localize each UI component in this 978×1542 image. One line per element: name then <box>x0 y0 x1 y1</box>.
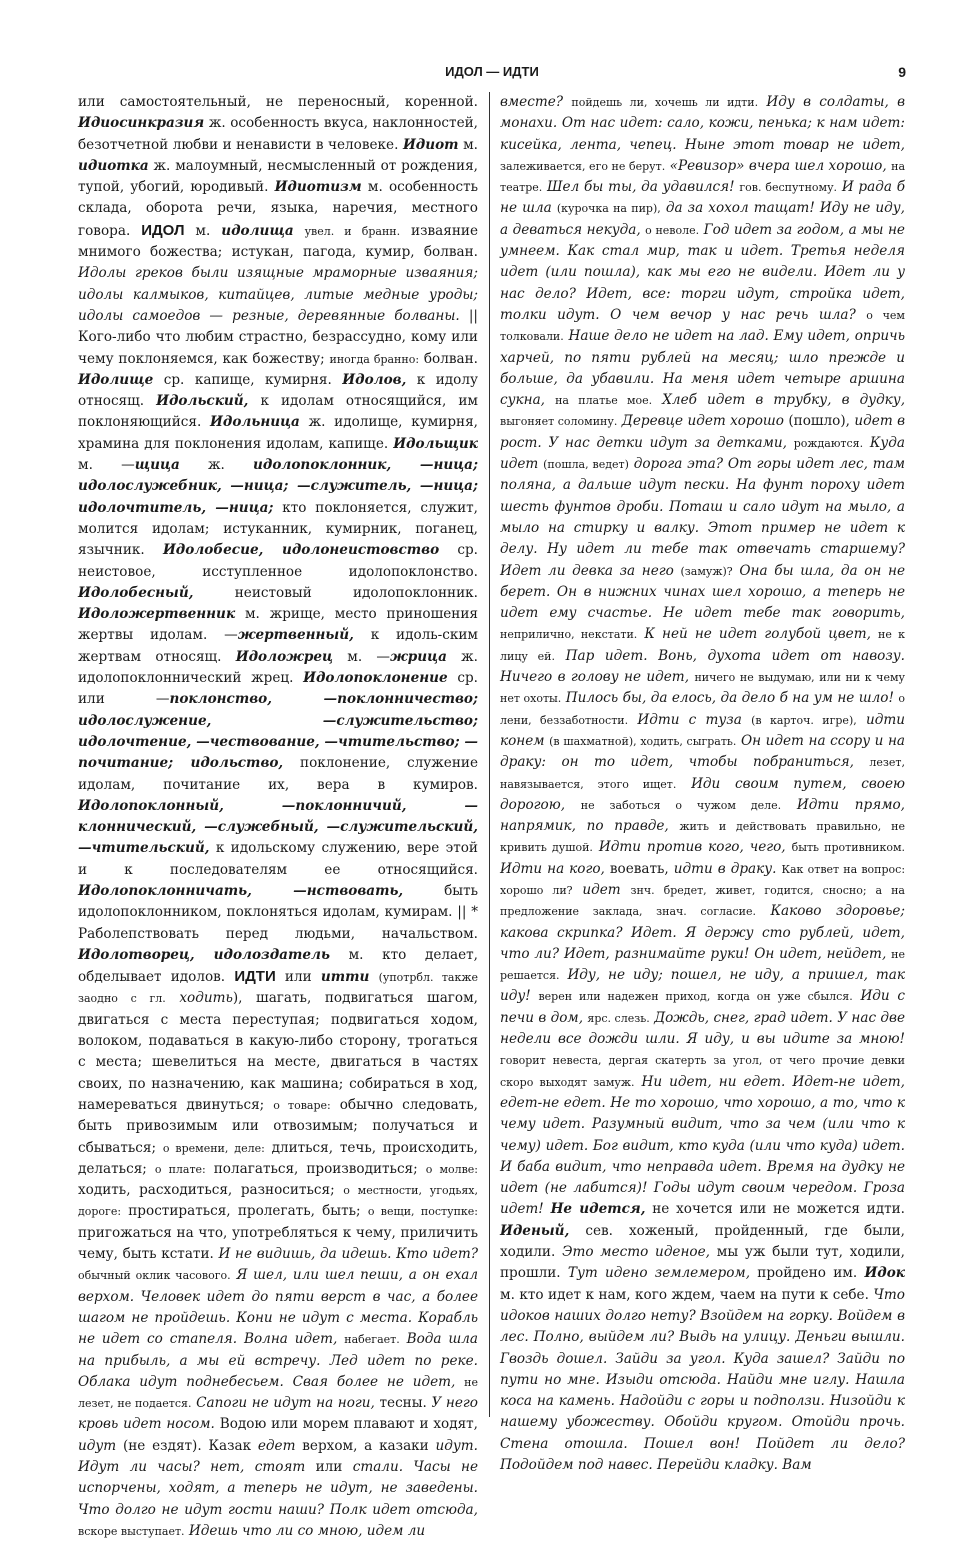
left-column-text: или самостоятельный, не переносный, коренной. Идиосинкразия ж. особенность вкуса, наклонностей, безотчетной любви и ненависти в человеке. Идиот м. идиотка ж. малоумный, несмысленный от рождения, тупой, убогий, юродивый. Идиотизм м. особенность склада, оборота речи, языка, наречия, местного говора. ИДОЛ м. идолища увел. и бранн. изваяние мнимого божества; истукан, пагода, кумир, болван. Идолы греков были изящные мраморные изваяния; идолы калмыков, китайцев, литые медные уроды; идолы самоедов — резные, деревянные болваны. || Кого-либо что любим страстно, безрассудно, кому или чему поклоняемся, как божеству; иногда бранно: болван. Идолище ср. капище, кумирня. Идолов, к идолу относящ. Идольский, к идолам относящийся, им поклоняющийся. Идольница ж. идолище, кумирня, храмина для поклонения идолам, капище. Идольщик м. —щица ж. идолопоклонник, —ница; идолослужебник, —ница; —служитель, —ница; идолочтитель, —ница; кто поклоняется, служит, молится идолам; истуканник, кумирник, поганец, язычник. Идолобесие, идолонеистовство ср. неистовое, исступленное идолопоклонство. Идолобесный, неистовый идолопоклонник. Идоложертвенник м. жрище, место приношения жертвы идолам. —жертвенный, к идоль-ским жертвам относящ. Идоложрец м. —жрица ж. идолопоклоннический жрец. Идолопоклонение ср. или —поклонство, —поклонничество; идолослужение, —служительство; идолочтение, —чествование, —чтительство; —почитание; идольство, поклонение, служение идолам, почитание их, вера в кумиров. Идолопоклонный, —поклонничий, —клоннический, —служебный, —служительский, —чтительский, к идольскому служению, вере этой и к последователям ее относящийся. Идолопоклонничать, —нствовать, быть идолопоклонником, поклоняться идолам, кумирам. || * Раболепствовать перед людьми, начальством. Идолотворец, идолоздатель м. кто делает, обделывает идолов. ИДТИ или итти (употрбл. также заодно с гл. ходить), шагать, подвигаться шагом, двигаться с места переступая; подвигаться ходом, волоком, подаваться в какую-либо сторону, трогаться с места; шевелиться на месте, двигаться в частях своих, по назначению, как машина; собираться в ход, намереваться двинуться; о товаре: обычно следовать, быть привозимым или отвозимым; получаться и сбываться; о времени, деле: длиться, течь, происходить, делаться; о плате: полагаться, производиться; о молве: ходить, расходиться, разноситься; о местности, угодьях, дороге: простираться, пролегать, быть; о вещи, поступке: пригожаться на что, употребляться к чему, приличить чему, быть кстати. И не видишь, да идешь. Кто идет? обычный оклик часового. Я шел, или шел пеши, а он ехал верхом. Человек идет до пяти верст в час, а более шагом не пройдешь. Кони не идут с места. Корабль не идет со стапеля. Волна идет, набегает. Вода шла на прибыль, а мы ей встречу. Лед идет по реке. Облака идут поднебесьем. Свая более не идет, не лезет, не подается. Сапоги не идут на ноги, тесны. У него кровь идет носом. Водою или морем плавают и ходят, идут (не ездят). Казак едет верхом, а казаки идут. Идут ли часы? нет, стоят или стали. Часы не испорчены, ходят, а теперь не идут, не заведены. Что долго не идут гости наши? Полк идет отсюда, вскоре выступает. Идешь что ли со мною, идем ли <box>78 94 479 1539</box>
right-column-text: вместе? пойдешь ли, хочешь ли идти. Иду в солдаты, в монахи. От нас идет: сало, кожи, пенька; к нам идет: кисейка, лента, чепец. Ныне этот товар не идет, залеживается, его не берут. «Ревизор» вчера шел хорошо, на театре. Шел бы ты, да удавился! гов. беспутному. И рада б не шла (курочка на пир), да за хохол тащат! Иду не иду, а деваться некуда, о неволе. Год идет за годом, а мы не умнеем. Как стал мир, так и идет. Третья неделя идет (или пошла), как мы его не видели. Идет ли у нас дело? Идет, все: торги идут, стройка идет, толки идут. О чем вечор у нас речь шла? о чем толковали. Наше дело не идет на лад. Ему идет, опричь харчей, по пяти рублей на месяц; шло прежде и больше, да убавили. На меня идет четыре аршина сукна, на платье мое. Хлеб идет в трубку, в дудку, выгоняет соломину. Деревце идет хорошо (пошло), идет в рост. У нас детки идут за детками, рождаются. Куда идет (пошла, ведет) дорога эта? От горы идет лес, там поляна, а дальше идут пески. На фунт пороху идет шесть фунтов дроби. Поташ и сало идут на мыло, а мыло на стирку и валку. Этот пример не идет к делу. Ну идет ли тебе так отвечать старшему? Идет ли девка за него (замуж)? Она бы шла, да он не берет. Он в нижних чинах шел хорошо, а теперь не идет ему счастье. Не идет тебе так говорить, неприлично, некстати. К ней не идет голубой цвет, не к лицу ей. Пар идет. Вонь, духота идет от навозу. Ничего в голову не идет, ничего не выдумаю, или ни к чему нет охоты. Пилось бы, да елось, да дело б на ум не шло! о лени, беззаботности. Идти с туза (в карточ. игре), идти конем (в шахматной), ходить, сыграть. Он идет на ссору и на драку: он то идет, чтобы побраниться, лезет, навязывается, этого ищет. Иди своим путем, своею дорогою, не заботься о чужом деле. Идти прямо, напрямик, по правде, жить и действовать правильно, не кривить душой. Идти против кого, чего, быть противником. Идти на кого, воевать, идти в драку. Как ответ на вопрос: хорошо ли? идет знч. бредет, живет, годится, сносно; а на предложение заклада, знач. согласие. Каково здоровье; какова скрипка? Идет. Я держу сто рублей, идет, что ли? Идет, разнимайте руки! Он идет, нейдет, не решается. Иду, не иду; пошел, не иду, а пришел, так иду! верен или надежен приход, когда он уже сбылся. Иди с печи в дом, ярс. слезь. Дождь, снег, град идет. У нас две недели все дожди шли. Я иду, и вы идите за мною! говорит невеста, дергая скатерть за угол, от чего прочие девки скоро выходят замуж. Ни идет, ни едет. Идет-не идет, едет-не едет. Не то хорошо, что хорошо, а то, что к чему идет. Разумный видит, что за чем (или что к чему) идет. Бог видит, кто куда (или что куда) идет. И баба видит, что неправда идет. Время на дудку не идет (не лабится)! Годы идут своим чередом. Гроза идет! Не идется, не хочется или не можется идти. Иденый, сев. хоженый, пройденный, где были, ходили. Это место иденое, мы уж были тут, ходили, прошли. Тут идено землемером, пройдено им. Идок м. кто идет к нам, кого ждем, чаем на пути к себе. Что идоков наших долго нету? Взойдем на горку. Войдем в лес. Полно, выйдем ли? Выдь на улицу. Деньги вышли. Гвоздь дошел. Зайди за угол. Куда зашел? Зайди по пути но мне. Изыди отсюда. Найди мне иглу. Нашла коса на камень. Надойди с горы и подползи. Низойди к нашему убожеству. Обойди кругом. Отойди прочь. Стена отошла. Пошел вон! Пойдет ли дело? Подойдем под навес. Перейди кладку. Вам <box>500 94 906 1473</box>
page-header <box>78 64 906 84</box>
entry-headword-idol: ИДОЛ <box>141 221 185 239</box>
running-headwords: ИДОЛ — ИДТИ <box>445 64 539 79</box>
left-column <box>78 92 479 1539</box>
entry-headword-idti: ИДТИ <box>234 968 276 986</box>
right-column <box>500 92 906 1473</box>
page-number: 9 <box>898 64 906 80</box>
column-divider <box>489 92 490 1417</box>
